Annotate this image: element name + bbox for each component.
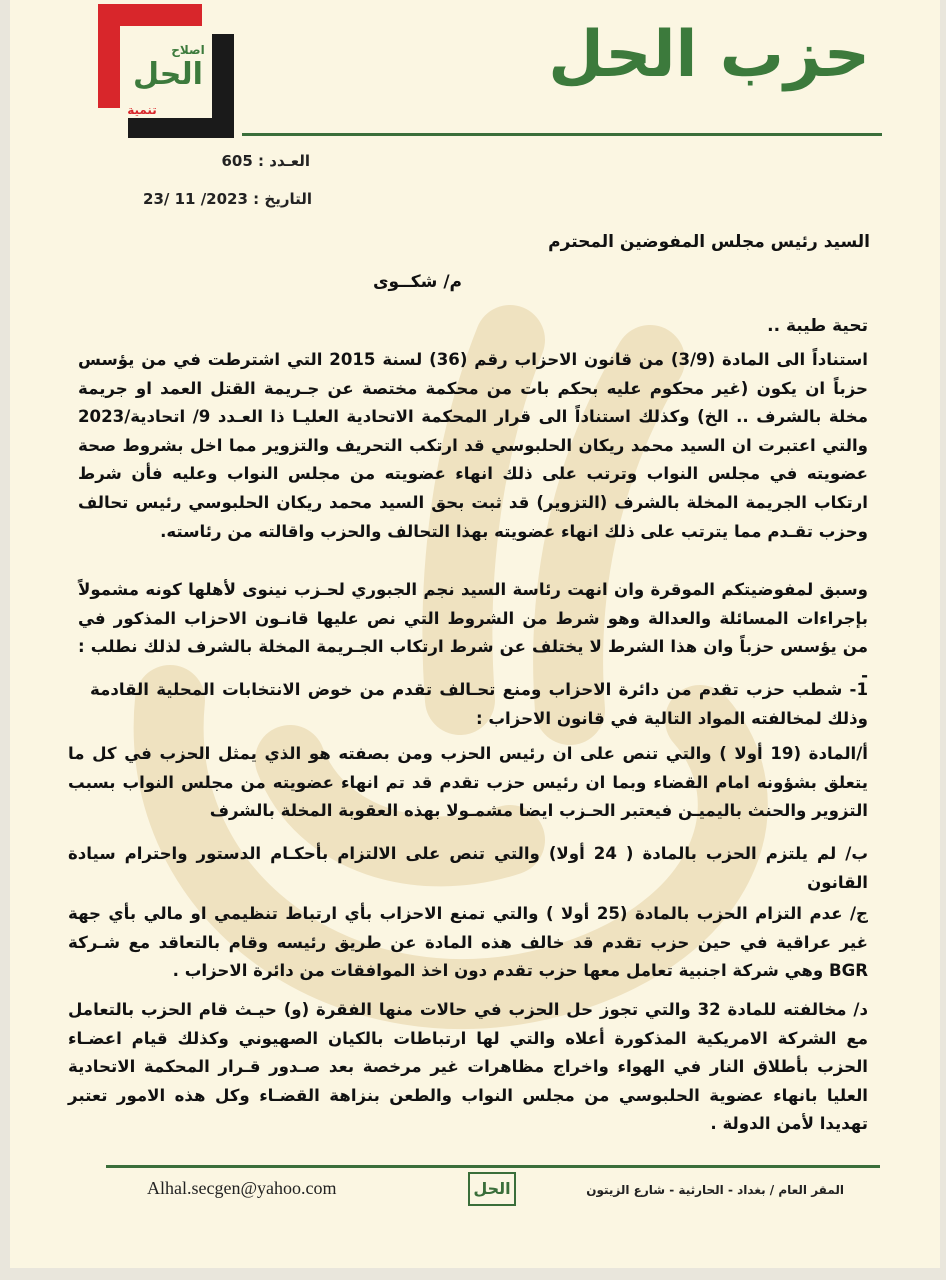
request-item-a: أ/المادة (19 أولا ) والتي تنص على ان رئيس الحزب ومن بصفته هو الذي يمثل الحزب في كل ما يتعلق بشؤونه امام القضاء وبما ان رئيس حزب تقدم قد تم انهاء عضويته من مجلس النواب بسبب التزوير والحنث باليميـن فيعتبر الحـزب ايضا مشمـولا بهذه العقوبة المخلة بالشرف	[68, 744, 868, 821]
footer-logo: الحل	[468, 1172, 516, 1206]
number-line	[222, 152, 311, 170]
letter-page	[10, 0, 940, 1268]
footer-address: المقر العام / بغداد - الحارثية - شارع الزيتون	[586, 1183, 844, 1197]
request-item-1: 1- شطب حزب تقدم من دائرة الاحزاب ومنع تحـالف تقدم من خوض الانتخابات المحلية القادمة وذلك لمخالفته المواد التالية في قانون الاحزاب :	[90, 680, 868, 728]
logo-main-text: الحل	[133, 57, 203, 92]
footer-divider	[106, 1165, 880, 1168]
request-item-c: ج/ عدم التزام الحزب بالمادة (25 أولا ) والتي تمنع الاحزاب بأي ارتباط تنظيمي او مالي بأي جهة غير عراقية في حين حزب تقدم قد خالف هذه المادة عن طريق رئيسه وقام بالتعاقد مع شـركة BGR وهي شركة اجنبية تعامل معها حزب تقدم دون اخذ الموافقات من دائرة الاحزاب .	[68, 904, 869, 981]
logo-bottom-text: تنمية	[127, 103, 157, 117]
logo-top-text: اصلاح	[171, 43, 205, 57]
number-label: العـدد :	[258, 152, 310, 170]
request-item-b: ب/ لم يلتزم الحزب بالمادة ( 24 أولا) والتي تنص على الالتزام بأحكـام الدستور واحترام سيادة القانون	[68, 844, 868, 892]
header-divider	[242, 133, 882, 136]
party-logo	[98, 4, 236, 140]
recipient-line: السيد رئيس مجلس المفوضين المحترم	[548, 232, 870, 252]
paragraph-precedent: وسبق لمفوضيتكم الموقرة وان انهت رئاسة السيد نجم الجبوري لحـزب نينوى لأهلها كونه مشمولاً بإجراءات المسائلة والعدالة وهو شرط من الشروط التي نص عليها قانـون الاحزاب المذكور في من يؤسس حزباً وان هذا الشرط لا يختلف عن شرط ارتكاب الجـريمة المخلة بالشرف لذلك نطلب : -	[78, 580, 868, 685]
number-value: 605	[221, 152, 253, 170]
footer-email-link[interactable]: Alhal.secgen@yahoo.com	[147, 1178, 337, 1198]
date-label: التاريخ :	[253, 190, 312, 208]
subject-line: م/ شكــوى	[372, 272, 462, 292]
date-line	[143, 190, 312, 208]
party-name: حزب الحل	[548, 18, 870, 92]
date-value: 23/ 11 /2023	[143, 190, 248, 208]
greeting: تحية طيبة ..	[767, 316, 868, 336]
request-item-d: د/ مخالفته للمادة 32 والتي تجوز حل الحزب في حالات منها الفقرة (و) حيـث قام الحزب بالتعامل مع الشركة الامريكية المذكورة أعلاه والتي لها ارتباطات بالكيان الصهيوني وكذلك قيام اعضـاء الحزب بأطلاق النار في الهواء واخراج مظاهرات غير مرخصة بعد صـدور قـرار المحكمة الاتحادية العليا بانهاء عضوية الحلبوسي من مجلس النواب والطعن بنزاهة القضـاء وكل هذه الامور تعتبر تهديدا لأمن الدولة .	[68, 1000, 869, 1134]
paragraph-legal-basis: استناداً الى المادة (3/9) من قانون الاحزاب رقم (36) لسنة 2015 التي اشترطت في من يؤسس حزباً ان يكون (غير محكوم عليه بحكم بات من محكمة مختصة عن جـريمة القتل العمد او جريمة مخلة بالشرف .. الخ) وكذلك استناداً الى قرار المحكمة الاتحادية العليـا ذا العـدد 9/ اتحادية/2023 والتي اعتبرت ان السيد محمد ريكان الحلبوسي قد ارتكب التحريف والتزوير مما اخل بشروط صحة عضويته في مجلس النواب وترتب على ذلك انهاء عضويته من مجلس النواب وعليه فأن شرط ارتكاب الجريمة المخلة بالشرف (التزوير) قد ثبت بحق السيد محمد ريكان الحلبوسي رئيس تحالف وحزب تقـدم مما يترتب على ذلك انهاء عضويته بهذا التحالف والحزب واقالته من رئاسته.	[78, 350, 868, 541]
